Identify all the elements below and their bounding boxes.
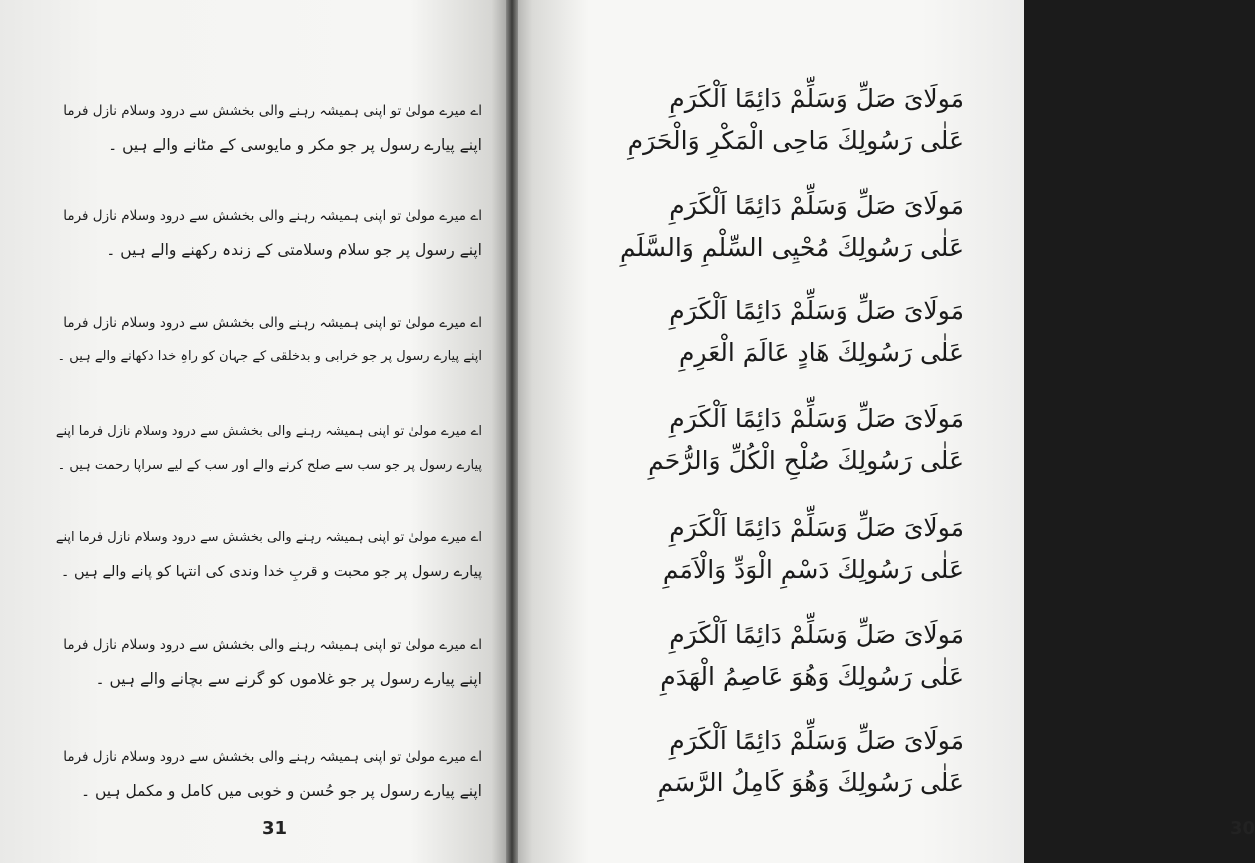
verse-stanza-5 xyxy=(564,507,964,591)
left-page xyxy=(0,0,512,863)
prose-line: اے میرے مولیٰ تو اپنی ہمیشہ رہنے والی بخشش سے درود وسلام نازل فرما اپنے xyxy=(55,530,482,545)
prose-stanza-3 xyxy=(52,306,482,374)
prose-line: اپنے پیارے رسول پر جو مکر و مایوسی کے مٹانے والے ہیں ۔ xyxy=(108,136,482,154)
verse-line: عَلٰى رَسُولِكَ مُحْيِى السِّلْمِ وَالسَّلَمِ xyxy=(620,233,964,262)
verse-stanza-7 xyxy=(564,720,964,804)
verse-stanza-2 xyxy=(564,185,964,269)
prose-line: اے میرے مولیٰ تو اپنی ہمیشہ رہنے والی بخشش سے درود وسلام نازل فرما xyxy=(63,103,482,119)
verse-line: مَولَایَ صَلِّ وَسَلِّمْ دَائِمًا اَلْكَرَمِ xyxy=(669,513,964,542)
verse-line: مَولَایَ صَلِّ وَسَلِّمْ دَائِمًا اَلْكَرَمِ xyxy=(669,404,964,433)
prose-line: اپنے پیارے رسول پر جو خرابی و بدخلقی کے جہان کو راہِ خدا دکھانے والے ہیں ۔ xyxy=(57,349,482,364)
prose-stanza-4 xyxy=(52,415,482,483)
prose-line: اپنے پیارے رسول پر جو حُسن و خوبی میں کامل و مکمل ہیں ۔ xyxy=(80,782,482,800)
verse-line: مَولَایَ صَلِّ وَسَلِّمْ دَائِمًا اَلْكَرَمِ xyxy=(669,726,964,755)
verse-stanza-4 xyxy=(564,398,964,482)
verse-line: عَلٰى رَسُولِكَ وَهُوَ عَاصِمُ الْهَدَمِ xyxy=(660,662,964,691)
prose-line: اپنے رسول پر جو سلام وسلامتی کے زندہ رکھنے والے ہیں ۔ xyxy=(106,241,482,259)
prose-stanza-5 xyxy=(52,521,482,589)
prose-stanza-7 xyxy=(52,740,482,808)
right-page xyxy=(512,0,1255,863)
verse-stanza-1 xyxy=(564,78,964,162)
prose-line: اے میرے مولیٰ تو اپنی ہمیشہ رہنے والی بخشش سے درود وسلام نازل فرما اپنے xyxy=(55,424,482,439)
prose-line: اپنے پیارے رسول پر جو غلاموں کو گرنے سے بچانے والے ہیں ۔ xyxy=(95,670,482,688)
verse-line: عَلٰى رَسُولِكَ صُلْحِ الْكُلِّ وَالرُّحَمِ xyxy=(648,446,964,475)
page-number-left: 31 xyxy=(262,818,288,839)
verse-stanza-6 xyxy=(564,614,964,698)
page-number-right: 30 xyxy=(1230,818,1255,839)
verse-stanza-3 xyxy=(564,290,964,374)
prose-stanza-2 xyxy=(52,199,482,267)
prose-line: پیارے رسول پر جو سب سے صلح کرنے والے اور سب کے لیے سراپا رحمت ہیں ۔ xyxy=(57,458,482,473)
prose-line: اے میرے مولیٰ تو اپنی ہمیشہ رہنے والی بخشش سے درود وسلام نازل فرما xyxy=(63,208,482,224)
prose-line: اے میرے مولیٰ تو اپنی ہمیشہ رہنے والی بخشش سے درود وسلام نازل فرما xyxy=(63,749,482,765)
verse-line: عَلٰى رَسُولِكَ مَاحِى الْمَكْرِ وَالْحَرَمِ xyxy=(627,126,964,155)
book-gutter xyxy=(506,0,518,863)
prose-stanza-6 xyxy=(52,628,482,696)
verse-line: مَولَایَ صَلِّ وَسَلِّمْ دَائِمًا اَلْكَرَمِ xyxy=(669,191,964,220)
prose-line: اے میرے مولیٰ تو اپنی ہمیشہ رہنے والی بخشش سے درود وسلام نازل فرما xyxy=(63,637,482,653)
verse-line: عَلٰى رَسُولِكَ دَسْمِ الْوَدِّ وَالْاَمَمِ xyxy=(662,555,964,584)
verse-line: مَولَایَ صَلِّ وَسَلِّمْ دَائِمًا اَلْكَرَمِ xyxy=(669,84,964,113)
verse-line: عَلٰى رَسُولِكَ وَهُوَ كَامِلُ الرَّسَمِ xyxy=(657,768,964,797)
verse-line: عَلٰى رَسُولِكَ هَادٍ عَالَمَ الْعَرِمِ xyxy=(678,338,964,367)
prose-line: پیارے رسول پر جو محبت و قربِ خدا وندی کی انتہا کو پانے والے ہیں ۔ xyxy=(60,564,482,580)
verse-line: مَولَایَ صَلِّ وَسَلِّمْ دَائِمًا اَلْكَرَمِ xyxy=(669,296,964,325)
verse-line: مَولَایَ صَلِّ وَسَلِّمْ دَائِمًا اَلْكَرَمِ xyxy=(669,620,964,649)
prose-stanza-1 xyxy=(52,94,482,162)
prose-line: اے میرے مولیٰ تو اپنی ہمیشہ رہنے والی بخشش سے درود وسلام نازل فرما xyxy=(63,315,482,331)
